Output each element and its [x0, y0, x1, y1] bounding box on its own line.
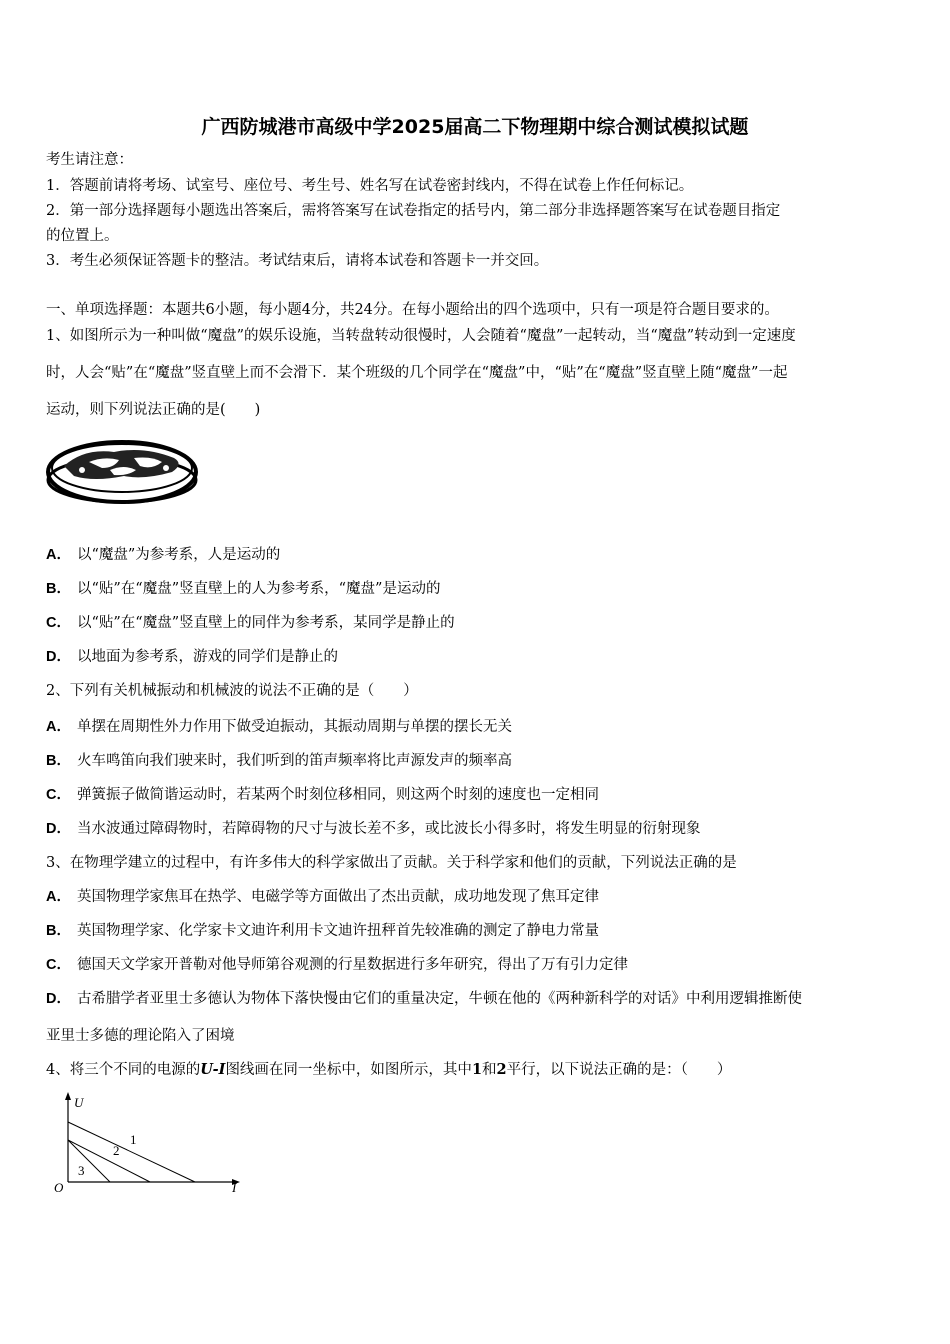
- q3-option-a: A． 英国物理学家焦耳在热学、电磁学等方面做出了杰出贡献，成功地发现了焦耳定律: [46, 889, 599, 905]
- q1-option-c: C． 以“贴”在“魔盘”竖直壁上的同伴为参考系，某同学是静止的: [46, 615, 455, 631]
- page-title: 广西防城港市高级中学2025届高二下物理期中综合测试模拟试题: [201, 116, 749, 138]
- q3-option-d: D． 古希腊学者亚里士多德认为物体下落快慢由它们的重量决定，牛顿在他的《两种新科学的对话》中利用逻辑推断使: [46, 991, 802, 1007]
- line-2-label: 2: [113, 1143, 120, 1158]
- notice-item: 的位置上。: [46, 228, 119, 244]
- notice-item: 3．考生必须保证答题卡的整洁。考试结束后，请将本试卷和答题卡一并交回。: [46, 253, 549, 269]
- line-3-label: 3: [78, 1163, 85, 1178]
- q2-option-b: B． 火车鸣笛向我们驶来时，我们听到的笛声频率将比声源发声的频率高: [46, 753, 512, 769]
- origin-label: O: [54, 1180, 64, 1195]
- q1-stem: 时，人会“贴”在“魔盘”竖直壁上而不会滑下．某个班级的几个同学在“魔盘”中，“贴”在“魔盘”竖直壁上随“魔盘”一起: [46, 365, 788, 381]
- notice-item: 2．第一部分选择题每小题选出答案后，需将答案写在试卷指定的括号内，第二部分非选择题答案写在试卷题目指定: [46, 203, 781, 219]
- magic-disk-figure: [44, 430, 204, 510]
- q2-stem: 2、下列有关机械振动和机械波的说法不正确的是（ ）: [46, 683, 418, 699]
- q4-stem: 4、将三个不同的电源的U-I图线画在同一坐标中，如图所示，其中1和2平行，以下说法正确的是：（ ）: [46, 1061, 732, 1078]
- q1-option-a: A． 以“魔盘”为参考系，人是运动的: [46, 547, 281, 563]
- q1-option-b: B． 以“贴”在“魔盘”竖直壁上的人为参考系，“魔盘”是运动的: [46, 581, 441, 597]
- notice-item: 1．答题前请将考场、试室号、座位号、考生号、姓名写在试卷密封线内，不得在试卷上作任何标记。: [46, 178, 694, 194]
- q3-option-d-continuation: 亚里士多德的理论陷入了困境: [46, 1028, 235, 1044]
- q1-stem: 1、如图所示为一种叫做“魔盘”的娱乐设施，当转盘转动很慢时，人会随着“魔盘”一起转动，当“魔盘”转动到一定速度: [46, 328, 796, 344]
- q1-option-d: D． 以地面为参考系，游戏的同学们是静止的: [46, 649, 338, 665]
- q2-option-a: A． 单摆在周期性外力作用下做受迫振动，其振动周期与单摆的摆长无关: [46, 719, 512, 735]
- q1-stem: 运动，则下列说法正确的是( ): [46, 402, 261, 418]
- q2-option-d: D． 当水波通过障碍物时，若障碍物的尺寸与波长差不多，或比波长小得多时，将发生明显的衍射现象: [46, 821, 701, 837]
- i-axis-label: I: [232, 1180, 237, 1195]
- q2-option-c: C． 弹簧振子做简谐运动时，若某两个时刻位移相同，则这两个时刻的速度也一定相同: [46, 787, 599, 803]
- section-heading: 一、单项选择题：本题共6小题，每小题4分，共24分。在每小题给出的四个选项中，只有一项是符合题目要求的。: [46, 302, 779, 318]
- line-1-label: 1: [130, 1132, 137, 1147]
- q3-stem: 3、在物理学建立的过程中，有许多伟大的科学家做出了贡献。关于科学家和他们的贡献，下列说法正确的是: [46, 855, 737, 871]
- q3-option-c: C． 德国天文学家开普勒对他导师第谷观测的行星数据进行多年研究，得出了万有引力定律: [46, 957, 628, 973]
- q3-option-b: B． 英国物理学家、化学家卡文迪许利用卡文迪许扭秤首先较准确的测定了静电力常量: [46, 923, 599, 939]
- notice-heading: 考生请注意：: [46, 152, 133, 168]
- u-axis-label: U: [74, 1095, 84, 1110]
- line-3: [68, 1140, 110, 1182]
- ui-graph-figure: [50, 1092, 250, 1202]
